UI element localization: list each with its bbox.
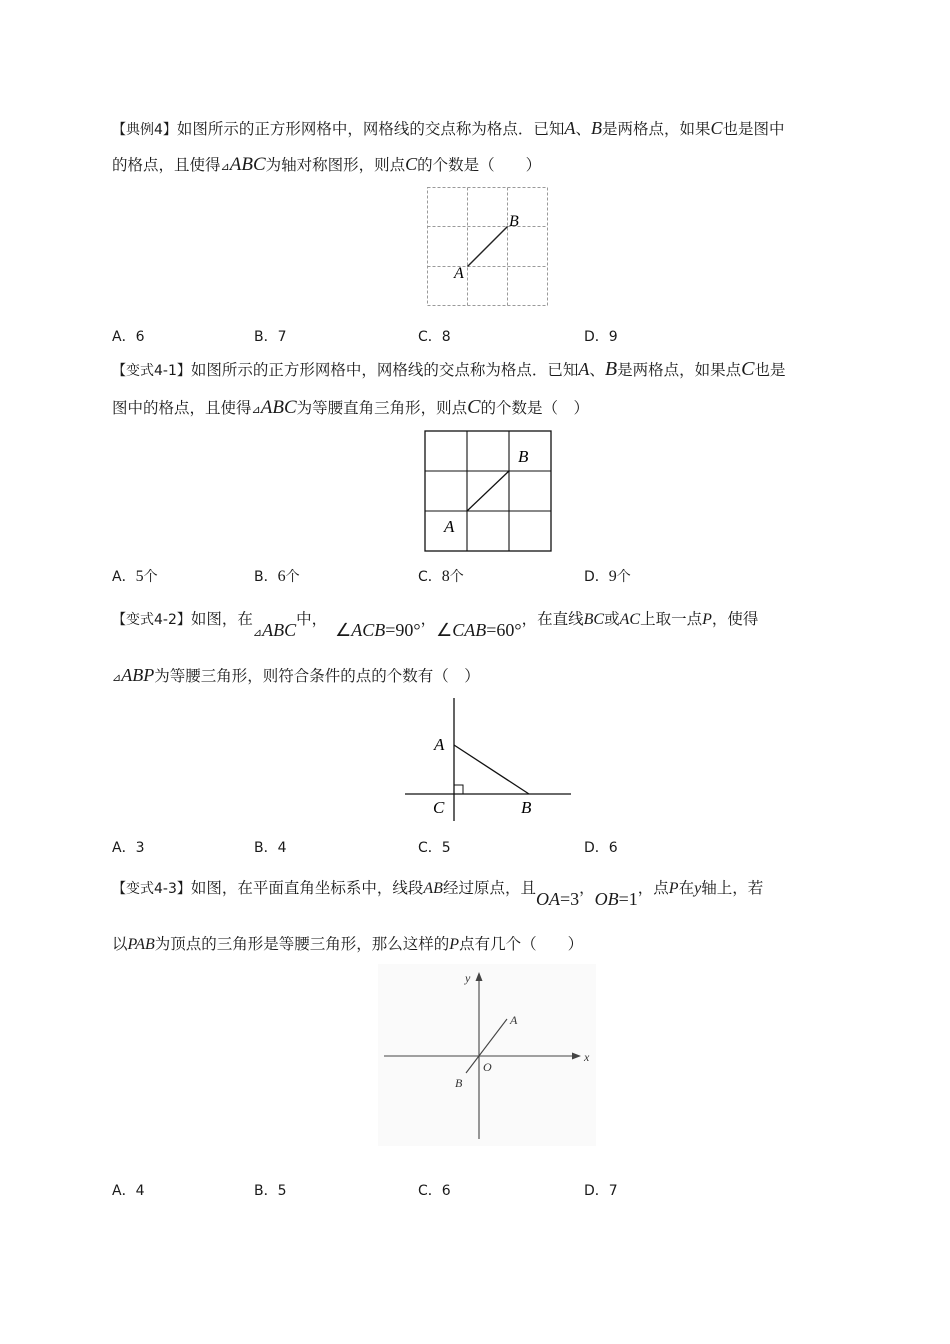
- q3-text: ，在直线: [521, 610, 584, 628]
- q3-var-p: P: [702, 611, 712, 628]
- q3-var-bc: BC: [583, 611, 605, 628]
- q4-figure: [378, 964, 596, 1146]
- q1-segment-ab: [468, 227, 508, 267]
- q1-option-b[interactable]: [254, 326, 287, 346]
- option-value: 6: [277, 568, 286, 585]
- q3-text: 上取一点: [640, 610, 703, 628]
- q3-var-acb: ACB: [351, 620, 386, 640]
- angle-symbol: ∠: [335, 620, 352, 640]
- option-value: 6: [608, 840, 618, 856]
- q1-options: [112, 326, 652, 348]
- option-value: 6: [441, 1183, 451, 1199]
- q3-option-c[interactable]: [418, 837, 451, 857]
- q3-option-d[interactable]: [584, 837, 618, 857]
- q4-text: 点有几个（ ）: [459, 935, 584, 953]
- q3-option-a[interactable]: [112, 837, 145, 857]
- q2-var-c: C: [741, 358, 755, 380]
- option-letter: D．: [584, 569, 609, 585]
- q1-text: 为轴对称图形，则点: [265, 156, 406, 174]
- q4-var-pab: PAB: [127, 936, 155, 953]
- q4-eq: =1: [618, 889, 638, 909]
- q2-option-b[interactable]: [254, 566, 300, 586]
- option-letter: C．: [418, 569, 442, 585]
- q3-eq: =60°: [486, 620, 522, 640]
- q3-comma: ，: [420, 610, 437, 628]
- option-unit: 个: [449, 569, 464, 585]
- q2-var-c: C: [467, 396, 481, 418]
- q2-line-1: [112, 359, 786, 381]
- option-letter: A．: [112, 569, 136, 585]
- q3-text: 如图，在: [190, 610, 253, 628]
- option-letter: D．: [584, 329, 609, 345]
- q2-option-a[interactable]: [112, 566, 158, 586]
- q1-figure: [420, 180, 560, 312]
- q2-tag: 【变式4-1】: [112, 363, 191, 379]
- q3-text: 为等腰三角形，则符合条件的点的个数有（ ）: [154, 667, 480, 685]
- option-unit: 个: [616, 569, 631, 585]
- option-value: 8: [441, 329, 451, 345]
- option-value: 3: [135, 840, 145, 856]
- q2-text: 如图所示的正方形网格中，网格线的交点称为格点．已知: [190, 361, 579, 379]
- option-value: 9: [608, 568, 617, 585]
- q1-var-abc: ABC: [229, 154, 266, 175]
- q1-var-c: C: [405, 154, 418, 174]
- q4-var-p: P: [668, 880, 679, 897]
- option-value: 5: [441, 840, 451, 856]
- q2-label-a: A: [444, 517, 455, 536]
- q4-text: 经过原点，且: [442, 879, 536, 897]
- q4-var-p: P: [449, 936, 460, 953]
- q2-figure: [418, 424, 558, 556]
- q1-text: 如图所示的正方形网格中，网格线的交点称为格点．已知: [176, 120, 565, 138]
- q2-var-a: A: [578, 359, 590, 379]
- option-letter: C．: [418, 329, 442, 345]
- q4-var-ob: OB: [594, 889, 619, 909]
- angle-symbol: ∠: [436, 620, 453, 640]
- q4-tag: 【变式4-3】: [112, 881, 191, 897]
- q3-text: 或: [604, 610, 620, 628]
- q4-options: [112, 1180, 652, 1202]
- q3-text: 中，: [296, 610, 328, 628]
- q2-text: 也是: [754, 361, 786, 379]
- q1-text: 是两格点，如果: [601, 120, 711, 138]
- q1-text: 的格点，且使得: [112, 156, 221, 174]
- q1-text: 也是图中: [722, 120, 785, 138]
- option-letter: C．: [418, 1183, 442, 1199]
- q2-sep: 、: [589, 361, 605, 379]
- q3-var-abp: ABP: [121, 665, 155, 685]
- q4-label-o: O: [483, 1060, 492, 1074]
- q3-segment-ab: [454, 745, 529, 794]
- q4-comma: ，: [579, 879, 595, 897]
- q3-right-angle-mark: [454, 785, 463, 794]
- q2-text: 为等腰直角三角形，则点: [296, 399, 468, 417]
- q1-tag: 【典例4】: [112, 122, 177, 138]
- q3-text: ，使得: [711, 610, 759, 628]
- option-value: 4: [277, 840, 287, 856]
- q2-text: 图中的格点，且使得: [112, 399, 252, 417]
- option-letter: B．: [254, 840, 278, 856]
- option-value: 5: [277, 1183, 287, 1199]
- q1-line-1: [112, 118, 785, 140]
- q1-text: 的个数是（ ）: [417, 156, 542, 174]
- option-letter: B．: [254, 329, 278, 345]
- q3-tag: 【变式4-2】: [112, 612, 191, 628]
- q4-option-d[interactable]: [584, 1180, 618, 1200]
- q4-label-b: B: [455, 1076, 463, 1090]
- triangle-symbol: ⊿: [112, 671, 122, 684]
- option-letter: A．: [112, 840, 136, 856]
- q1-option-d[interactable]: [584, 326, 618, 346]
- q3-label-a: A: [434, 735, 445, 754]
- option-letter: A．: [112, 1183, 136, 1199]
- q2-text: 的个数是（ ）: [480, 399, 589, 417]
- q2-option-d[interactable]: [584, 566, 631, 586]
- option-value: 6: [135, 329, 145, 345]
- q3-eq: =90°: [385, 620, 421, 640]
- q4-text: 在: [678, 879, 695, 897]
- option-letter: B．: [254, 569, 278, 585]
- q1-line-2: [112, 154, 541, 177]
- q3-var-ac: AC: [619, 611, 641, 628]
- option-value: 4: [135, 1183, 145, 1199]
- q2-options: [112, 566, 652, 588]
- q2-segment-ab: [467, 471, 509, 511]
- triangle-symbol: ⊿: [220, 160, 230, 173]
- q3-line-1: [112, 604, 759, 640]
- q4-text: 以: [112, 935, 128, 953]
- q4-text: 如图，在平面直角坐标系中，线段: [190, 879, 424, 897]
- q4-line-1: [112, 873, 764, 909]
- q1-var-c: C: [710, 118, 723, 138]
- q1-sep: 、: [575, 120, 591, 138]
- option-letter: D．: [584, 1183, 609, 1199]
- q4-option-c[interactable]: [418, 1180, 451, 1200]
- q1-var-a: A: [564, 118, 576, 138]
- option-letter: C．: [418, 840, 442, 856]
- option-letter: A．: [112, 329, 136, 345]
- q4-text: ，点: [637, 879, 669, 897]
- triangle-symbol: ⊿: [251, 403, 261, 416]
- q3-label-b: B: [521, 798, 532, 817]
- q4-label-a: A: [510, 1013, 518, 1027]
- option-value: 8: [441, 568, 450, 585]
- option-unit: 个: [143, 569, 158, 585]
- q3-figure: [400, 694, 576, 824]
- option-value: 5: [135, 568, 144, 585]
- option-value: 7: [608, 1183, 618, 1199]
- q4-label-x: x: [584, 1050, 590, 1064]
- q2-text: 是两格点，如果点: [617, 361, 742, 379]
- q4-option-a[interactable]: [112, 1180, 145, 1200]
- q2-line-2: [112, 397, 589, 420]
- q4-var-ab: AB: [423, 880, 443, 897]
- q1-option-c[interactable]: [418, 326, 451, 346]
- triangle-symbol: ⊿: [252, 626, 263, 639]
- q4-figure-background: [378, 964, 596, 1146]
- q4-line-2: [112, 934, 583, 955]
- option-unit: 个: [285, 569, 300, 585]
- q2-var-b: B: [604, 358, 618, 380]
- q4-text: 轴上，若: [701, 879, 764, 897]
- q2-option-c[interactable]: [418, 566, 464, 586]
- q3-var-abc: ABC: [262, 620, 297, 640]
- q1-var-b: B: [590, 118, 602, 138]
- q1-label-a: A: [454, 265, 464, 282]
- q3-var-cab: CAB: [452, 620, 487, 640]
- q1-label-b: B: [509, 213, 519, 230]
- q4-eq: =3: [559, 889, 580, 909]
- q3-line-2: [112, 665, 480, 688]
- option-letter: B．: [254, 1183, 278, 1199]
- q4-option-b[interactable]: [254, 1180, 287, 1200]
- q4-var-y: y: [694, 880, 702, 897]
- q4-var-oa: OA: [535, 889, 560, 909]
- option-value: 9: [608, 329, 618, 345]
- q3-options: [112, 837, 652, 859]
- q3-label-c: C: [433, 798, 445, 817]
- q4-label-y: y: [465, 971, 471, 985]
- option-letter: D．: [584, 840, 609, 856]
- q4-text: 为顶点的三角形是等腰三角形，那么这样的: [154, 935, 450, 953]
- q1-option-a[interactable]: [112, 326, 145, 346]
- option-value: 7: [277, 329, 287, 345]
- q2-label-b: B: [518, 447, 529, 466]
- q2-var-abc: ABC: [260, 397, 297, 418]
- q3-option-b[interactable]: [254, 837, 287, 857]
